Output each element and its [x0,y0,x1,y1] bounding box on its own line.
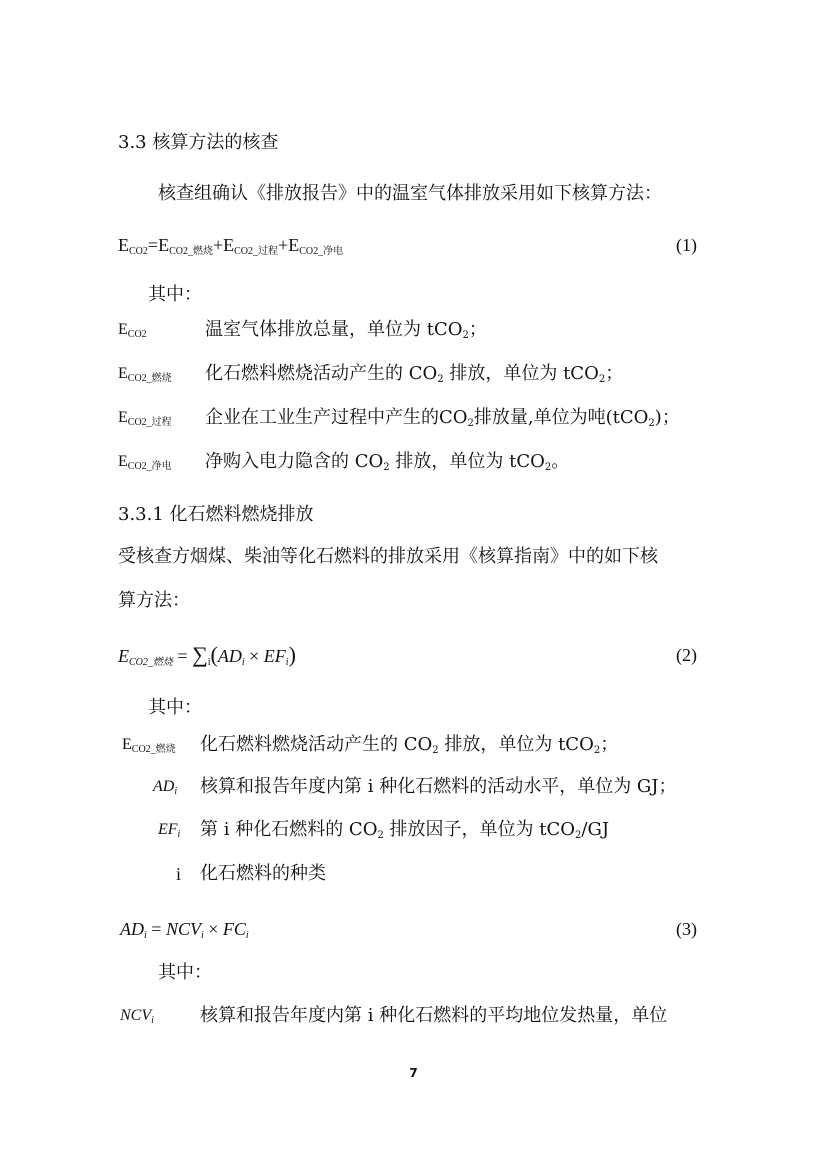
def-symbol: $E_{CO2\_净电}$ [118,453,172,472]
def-symbol: $E_{CO2\_过程}$ [118,409,172,428]
def-text: 核算和报告年度内第 i 种化石燃料的平均地位发热量，单位 [200,1005,668,1026]
def-text: 化石燃料燃烧活动产生的 $CO_2$ 排放，单位为 tCO$_2$； [200,734,619,756]
def-text: 温室气体排放总量，单位为 tCO$_2$； [205,319,487,341]
where-label-2: 其中： [148,697,202,718]
where-label-1: 其中： [148,284,202,305]
def-symbol: i [176,864,182,884]
def-symbol: $AD_i$ [153,778,178,797]
def-symbol: $E_{CO2\_燃烧}$ [122,736,176,755]
def-text: 净购入电力隐含的 $CO_2$ 排放，单位为 tCO$_2$。 [205,451,570,473]
def-text: 核算和报告年度内第 i 种化石燃料的活动水平，单位为 GJ； [200,776,677,797]
section-heading-3-3-1: 3.3.1 化石燃料燃烧排放 [118,504,314,525]
equation-2: $E_{CO2\_燃烧} = \sum_i(AD_i \times EF_i)$ [118,642,296,668]
equation-1: $E_{CO2}=E_{CO2\_燃烧}+E_{CO2\_过程}+E_{CO2\_净电}$ [118,235,344,257]
def-text: 化石燃料燃烧活动产生的 $CO_2$ 排放，单位为 tCO$_2$； [205,363,624,385]
def-text: 企业在工业生产过程中产生的$CO_2$排放量,单位为吨(tCO$_2$)； [205,407,680,429]
def-text: 第 i 种化石燃料的 $CO_2$ 排放因子，单位为 tCO$_2$/GJ [200,819,610,841]
paragraph-line-1: 受核查方烟煤、柴油等化石燃料的排放采用《核算指南》中的如下核 [118,546,658,567]
equation-2-number: (2) [676,645,697,665]
def-symbol: $E_{CO2}$ [118,321,147,340]
where-label-3: 其中： [158,962,212,983]
equation-1-number: (1) [676,235,697,255]
intro-paragraph: 核查组确认《排放报告》中的温室气体排放采用如下核算方法： [158,183,662,204]
equation-3: $AD_i = NCV_i \times FC_i$ [120,919,249,941]
def-symbol: $NCV_i$ [120,1007,154,1026]
def-symbol: $E_{CO2\_燃烧}$ [118,365,172,384]
def-text: 化石燃料的种类 [200,863,326,884]
equation-3-number: (3) [676,919,697,939]
section-heading-3-3: 3.3 核算方法的核查 [118,132,279,153]
paragraph-line-2: 算方法： [118,590,190,611]
def-symbol: $EF_i$ [158,821,181,840]
page-number: 7 [409,1066,418,1080]
